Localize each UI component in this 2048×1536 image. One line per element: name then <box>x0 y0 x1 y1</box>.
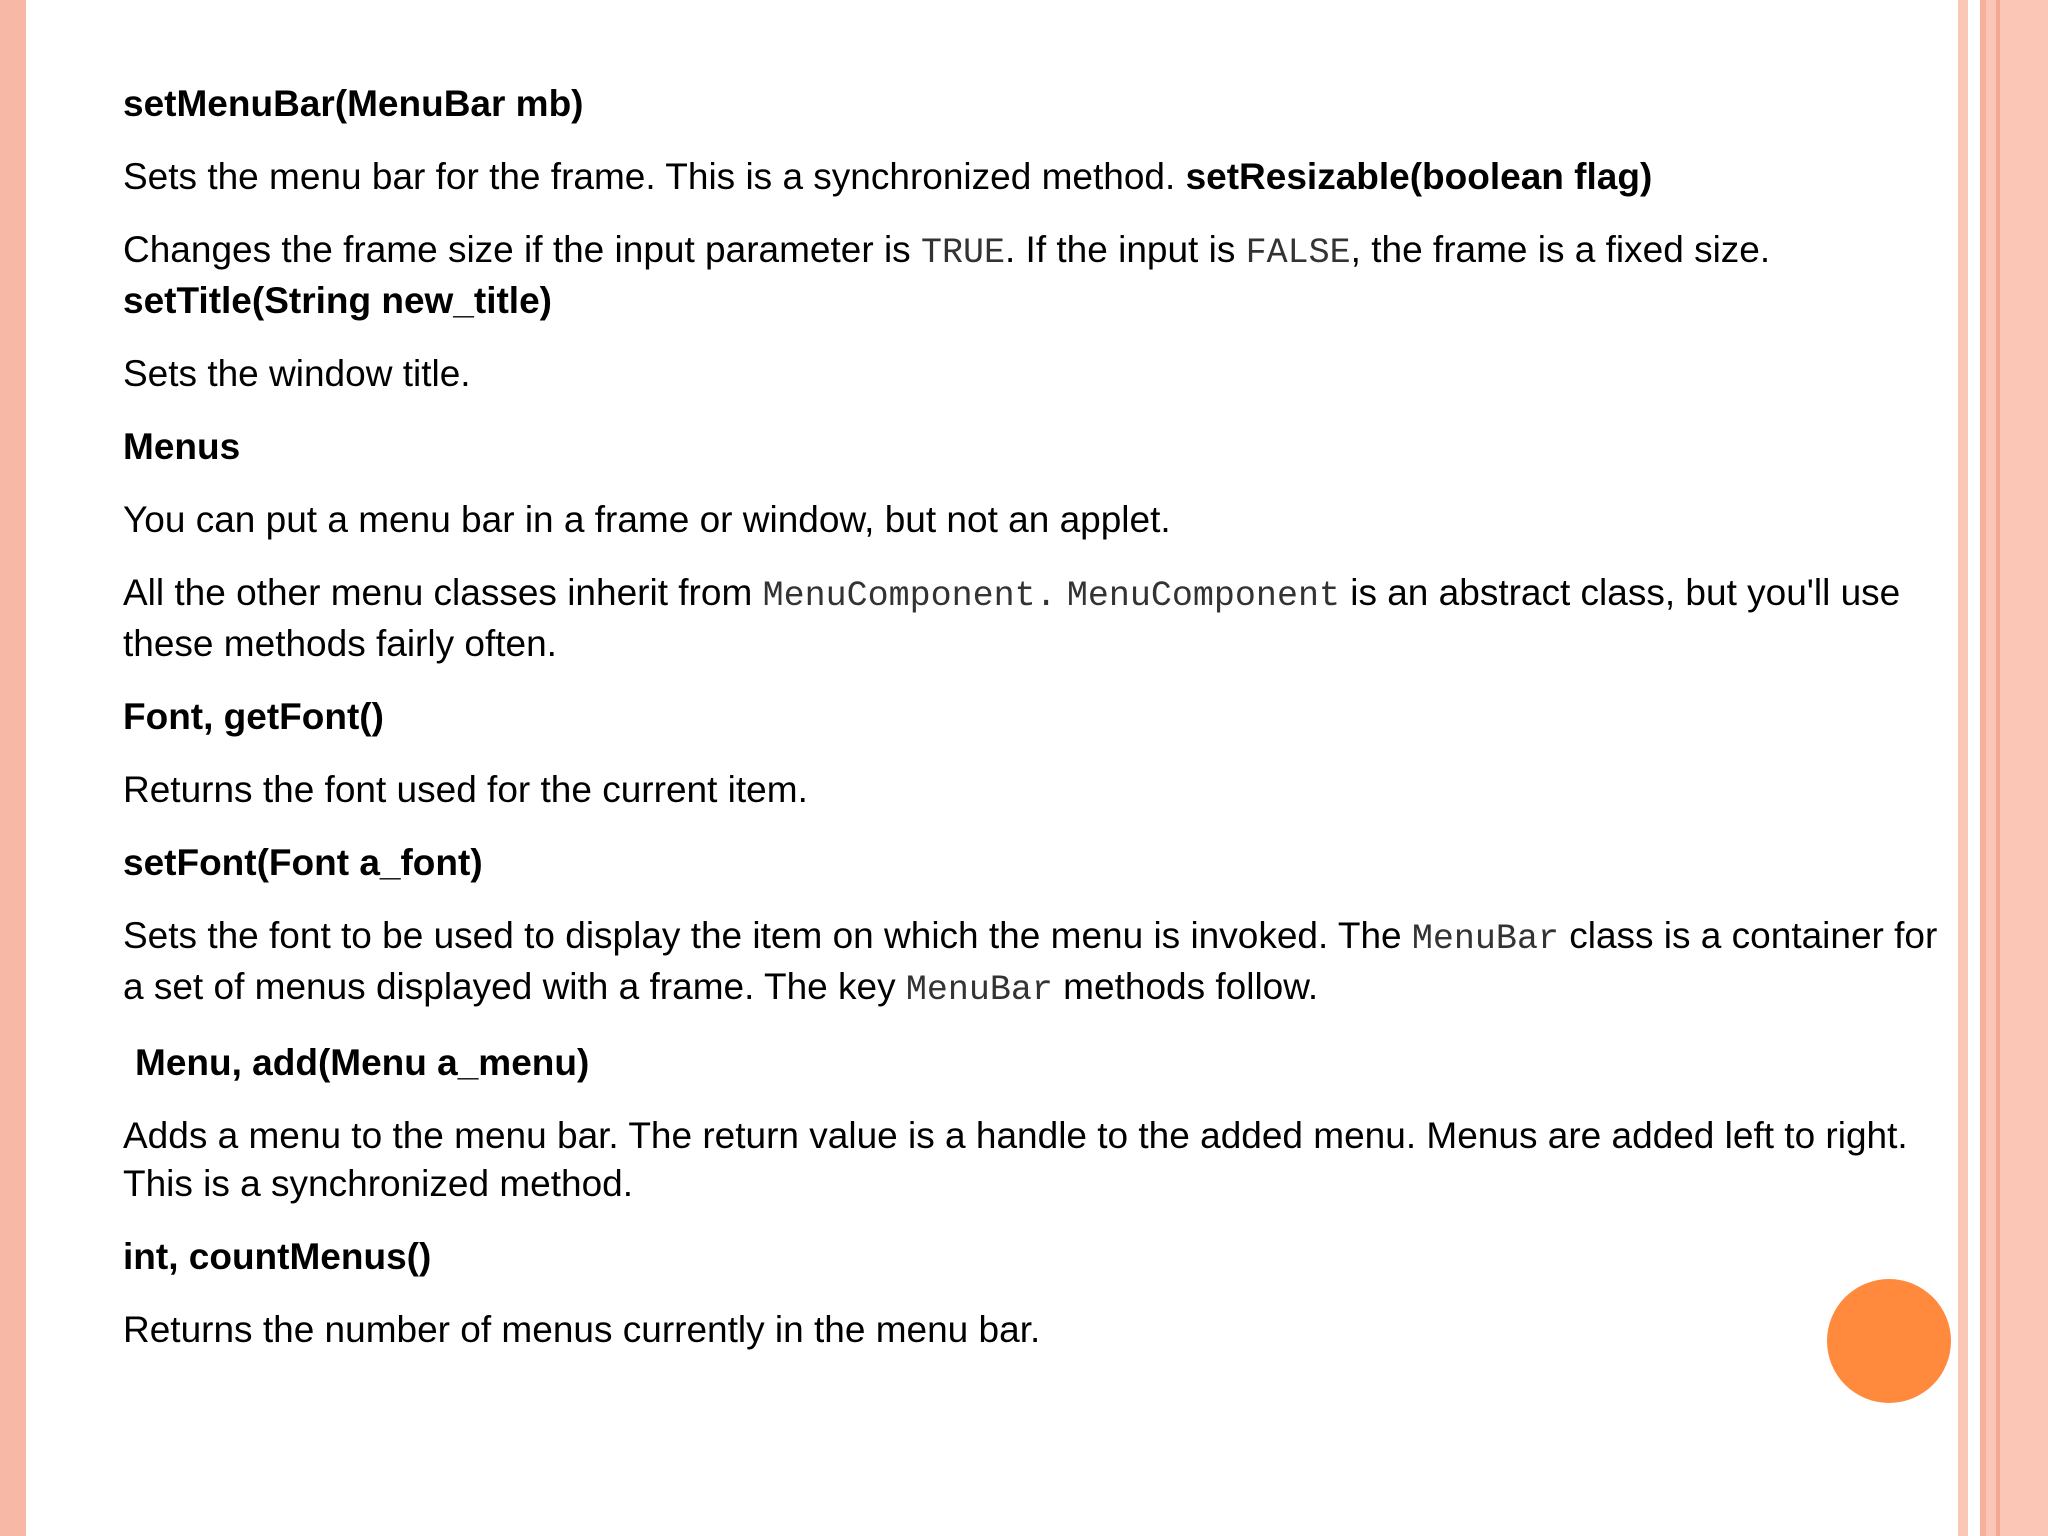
text-resize-a: Changes the frame size if the input parameter is <box>123 229 921 270</box>
heading-getfont: Font, getFont() <box>123 696 384 737</box>
text-setfont-a: Sets the font to be used to display the item on which the menu is invoked. The <box>123 915 1412 956</box>
text-inherit-b: is an abstract class, but you'll use these methods fairly often. <box>123 572 1901 664</box>
right-border-gap <box>1968 0 1980 1536</box>
heading-settitle: setTitle(String new_title) <box>123 280 552 321</box>
paragraph-menus: You can put a menu bar in a frame or window, but not an applet. <box>123 499 1171 540</box>
heading-add-menu: Menu, add(Menu a_menu) <box>135 1042 590 1083</box>
heading-countmenus: int, countMenus() <box>123 1236 432 1277</box>
paragraph-add-menu: Adds a menu to the menu bar. The return value is a handle to the added menu. Menus are added left to right. This is a synchronized method. <box>123 1115 1908 1204</box>
heading-setresizable: setResizable(boolean flag) <box>1185 156 1653 197</box>
text-inherit-space <box>1057 572 1067 613</box>
text-setfont-b: class is a container for a set of menus displayed with a frame. The key <box>123 915 1938 1007</box>
paragraph-setmenubar <box>123 153 1953 201</box>
text-resize-b: . If the input is <box>1004 229 1246 270</box>
paragraph-countmenus: Returns the number of menus currently in the menu bar. <box>123 1309 1041 1350</box>
text-setfont-c: methods follow. <box>1052 966 1319 1007</box>
left-border <box>0 0 26 1536</box>
heading-setfont: setFont(Font a_font) <box>123 842 483 883</box>
paragraph-getfont: Returns the font used for the current item. <box>123 769 808 810</box>
text-inherit-a: All the other menu classes inherit from <box>123 572 763 613</box>
text-setmenubar: Sets the menu bar for the frame. This is a synchronized method. <box>123 156 1186 197</box>
code-menubar: MenuBar <box>905 970 1053 1010</box>
paragraph-setresizable <box>123 226 1953 325</box>
heading-setmenubar: setMenuBar(MenuBar mb) <box>123 83 584 124</box>
right-border-line <box>1996 0 2000 1536</box>
code-menucomponent: MenuComponent. <box>762 576 1057 616</box>
accent-circle <box>1827 1279 1951 1403</box>
text-resize-c: , the frame is a fixed size. <box>1350 229 1771 270</box>
code-true: TRUE <box>920 233 1005 273</box>
code-menucomponent: MenuComponent <box>1066 576 1340 616</box>
paragraph-inherit <box>123 569 1953 668</box>
paragraph-setfont <box>123 912 1953 1014</box>
slide-content <box>123 80 1953 1379</box>
heading-menus: Menus <box>123 426 241 467</box>
code-menubar: MenuBar <box>1411 919 1559 959</box>
paragraph-settitle: Sets the window title. <box>123 353 471 394</box>
right-border-stripe <box>1958 0 1968 1536</box>
code-false: FALSE <box>1245 233 1351 273</box>
